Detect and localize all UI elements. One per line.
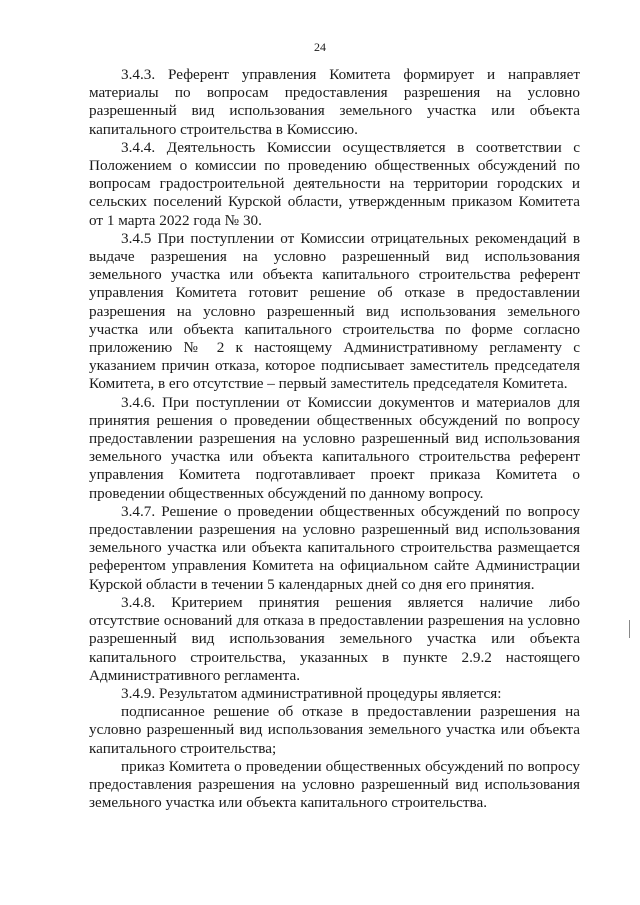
paragraph-3-4-6: 3.4.6. При поступлении от Комиссии документов и материалов для принятия решения о проведении общественных обсуждений по вопросу предоставлении разрешения на условно разрешенный вид использования земельного участка или объекта капитального строительства референт управления Комитета подготавливает проект приказа Комитета о проведении общественных обсуждений по данному вопросу. <box>89 393 580 502</box>
paragraph-3-4-3: 3.4.3. Референт управления Комитета формирует и направляет материалы по вопросам предоставления разрешения на условно разрешенный вид использования земельного участка или объекта капитального строительства в Комиссию. <box>89 66 580 138</box>
paragraph-3-4-7: 3.4.7. Решение о проведении общественных обсуждений по вопросу предоставлении разрешения на условно разрешенный вид использования земельного участка или объекта капитального строительства размещается референтом управления Комитета на официальном сайте Администрации Курской области в течении 5 календарных дней со дня его принятия. <box>89 502 580 593</box>
page-number: 24 <box>314 40 326 54</box>
document-body <box>89 66 580 812</box>
scan-artifact-line <box>629 620 630 638</box>
paragraph-3-4-8: 3.4.8. Критерием принятия решения является наличие либо отсутствие оснований для отказа в предоставлении разрешения на условно разрешенный вид использования земельного участка или объекта капитального строительства, указанных в пункте 2.9.2 настоящего Административного регламента. <box>89 593 580 684</box>
result-item-committee-order: приказ Комитета о проведении общественных обсуждений по вопросу предоставления разрешения на условно разрешенный вид использования земельного участка или объекта капитального строительства. <box>89 757 580 812</box>
result-item-refusal-decision: подписанное решение об отказе в предоставлении разрешения на условно разрешенный вид использования земельного участка или объекта капитального строительства; <box>89 703 580 757</box>
paragraph-3-4-5: 3.4.5 При поступлении от Комиссии отрицательных рекомендаций в выдаче разрешения на условно разрешенный вид использования земельного участка или объекта капитального строительства референт управления Комитета готовит решение об отказе в предоставлении разрешения на условно разрешенный вид использования земельного участка или объекта капитального строительства по форме согласно приложению № 2 к настоящему Административному регламенту с указанием причин отказа, которое подписывает заместитель председателя Комитета, в его отсутствие – первый заместитель председателя Комитета. <box>89 229 580 393</box>
paragraph-3-4-9: 3.4.9. Результатом административной процедуры является: <box>121 684 502 702</box>
paragraph-3-4-4: 3.4.4. Деятельность Комиссии осуществляется в соответствии с Положением о комиссии по проведению общественных обсуждений по вопросам градостроительной деятельности на территории городских и сельских поселений Курской области, утвержденным приказом Комитета от 1 марта 2022 года № 30. <box>89 138 580 229</box>
